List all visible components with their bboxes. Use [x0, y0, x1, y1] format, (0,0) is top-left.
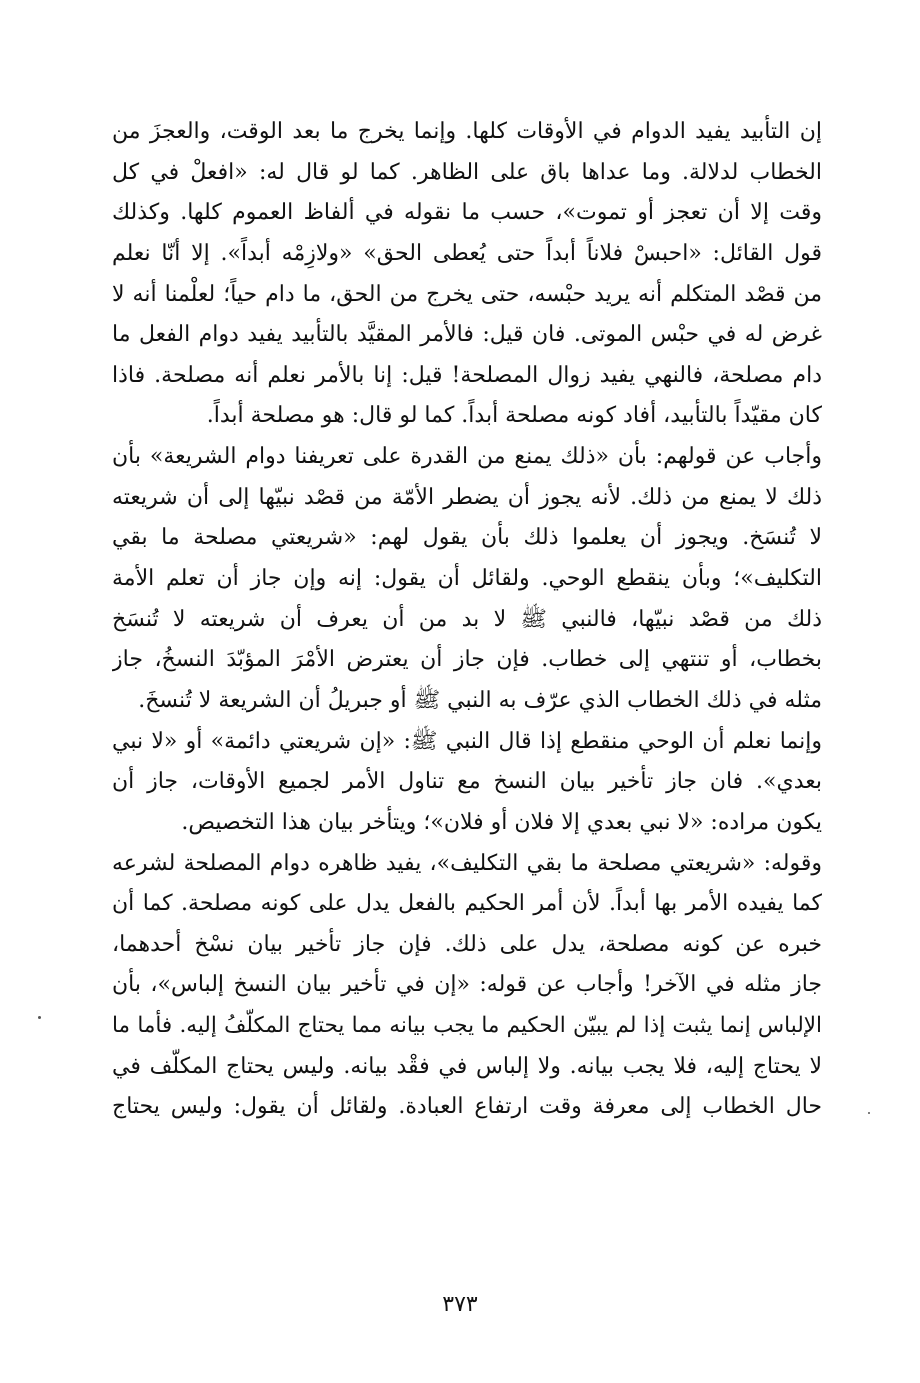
text-line: كما يفيده الأمر بها أبداً. لأن أمر الحكيم بالفعل يدل على كونه مصلحة. كما أن — [112, 891, 822, 917]
text-line: الخطاب لدلالة. وما عداها باق على الظاهر. كما لو قال له: «افعلْ في كل — [112, 159, 822, 185]
text-line: يكون مراده: «لا نبي بعدي إلا فلان أو فلان»؛ ويتأخر بيان هذا التخصيص. — [181, 809, 822, 835]
text-line: الإلباس إنما يثبت إذا لم يبيّن الحكيم ما يجب بيانه مما يحتاج المكلّفُ إليه. فأما ما — [112, 1013, 822, 1039]
text-line: وقت إلا أن تعجز أو تموت»، حسب ما نقوله في ألفاظ العموم كلها. وكذلك — [112, 200, 822, 226]
text-line: وإنما نعلم أن الوحي منقطع إذا قال النبي ﷺ: «إن شريعتي دائمة» أو «لا نبي — [112, 728, 822, 754]
text-line: خبره عن كونه مصلحة، يدل على ذلك. فإن جاز تأخير بيان نسْخ أحدهما، — [112, 931, 822, 957]
text-line: حال الخطاب إلى معرفة وقت ارتفاع العبادة. ولقائل أن يقول: وليس يحتاج — [112, 1094, 822, 1120]
text-line: وأجاب عن قولهم: بأن «ذلك يمنع من القدرة على تعريفنا دوام الشريعة» بأن — [112, 444, 822, 470]
text-line: جاز مثله في الآخر! وأجاب عن قوله: «إن في تأخير بيان النسخ إلباس»، بأن — [112, 972, 822, 998]
text-line: لا يحتاج إليه، فلا يجب بيانه. ولا إلباس في فقْد بيانه. وليس يحتاج المكلّف في — [112, 1053, 822, 1079]
text-line: كان مقيّداً بالتأبيد، أفاد كونه مصلحة أبداً. كما لو قال: هو مصلحة أبداً. — [206, 403, 822, 429]
text-line: قول القائل: «احبسْ فلاناً أبداً حتى يُعطى الحق» «ولازِمْه أبداً». إلا أنّا نعلم — [112, 240, 822, 266]
text-line: ذلك لا يمنع من ذلك. لأنه يجوز أن يضطر الأمّة من قصْد نبيّها إلى أن شريعته — [112, 484, 822, 510]
text-line: إن التأبيد يفيد الدوام في الأوقات كلها. وإنما يخرج ما بعد الوقت، والعجزَ من — [112, 119, 822, 144]
text-line: ذلك من قصْد نبيّها، فالنبي ﷺ لا بد من أن يعرف أن شريعته لا تُنسَخ — [112, 606, 822, 632]
scan-speck — [38, 1016, 41, 1019]
body-text — [112, 112, 822, 1128]
page-number: ٣٧٣ — [442, 1292, 478, 1317]
text-line: التكليف»؛ وبأن ينقطع الوحي. ولقائل أن يقول: إنه وإن جاز أن تعلم الأمة — [112, 566, 822, 592]
scan-speck — [868, 1112, 870, 1114]
text-line: مثله في ذلك الخطاب الذي عرّف به النبي ﷺ أو جبريلُ أن الشريعة لا تُنسخَ. — [138, 687, 822, 713]
text-line: غرض له في حبْس الموتى. فان قيل: فالأمر المقيَّد بالتأبيد يفيد دوام الفعل ما — [112, 322, 822, 348]
text-line: دام مصلحة، فالنهي يفيد زوال المصلحة! قيل: إنا بالأمر نعلم أنه مصلحة. فاذا — [112, 362, 822, 388]
text-line: لا تُنسَخ. ويجوز أن يعلموا ذلك بأن يقول لهم: «شريعتي مصلحة ما بقي — [112, 525, 822, 551]
text-line: من قصْد المتكلم أنه يريد حبْسه، حتى يخرج من الحق، ما دام حياً؛ لعلْمنا أنه لا — [112, 281, 822, 307]
text-line: وقوله: «شريعتي مصلحة ما بقي التكليف»، يفيد ظاهره دوام المصلحة لشرعه — [112, 850, 822, 876]
text-line: بخطاب، أو تنتهي إلى خطاب. فإن جاز أن يعترض الأمْرَ المؤبّدَ النسخُ، جاز — [112, 647, 822, 673]
text-line: بعدي». فان جاز تأخير بيان النسخ مع تناول الأمر لجميع الأوقات، جاز أن — [112, 769, 822, 795]
